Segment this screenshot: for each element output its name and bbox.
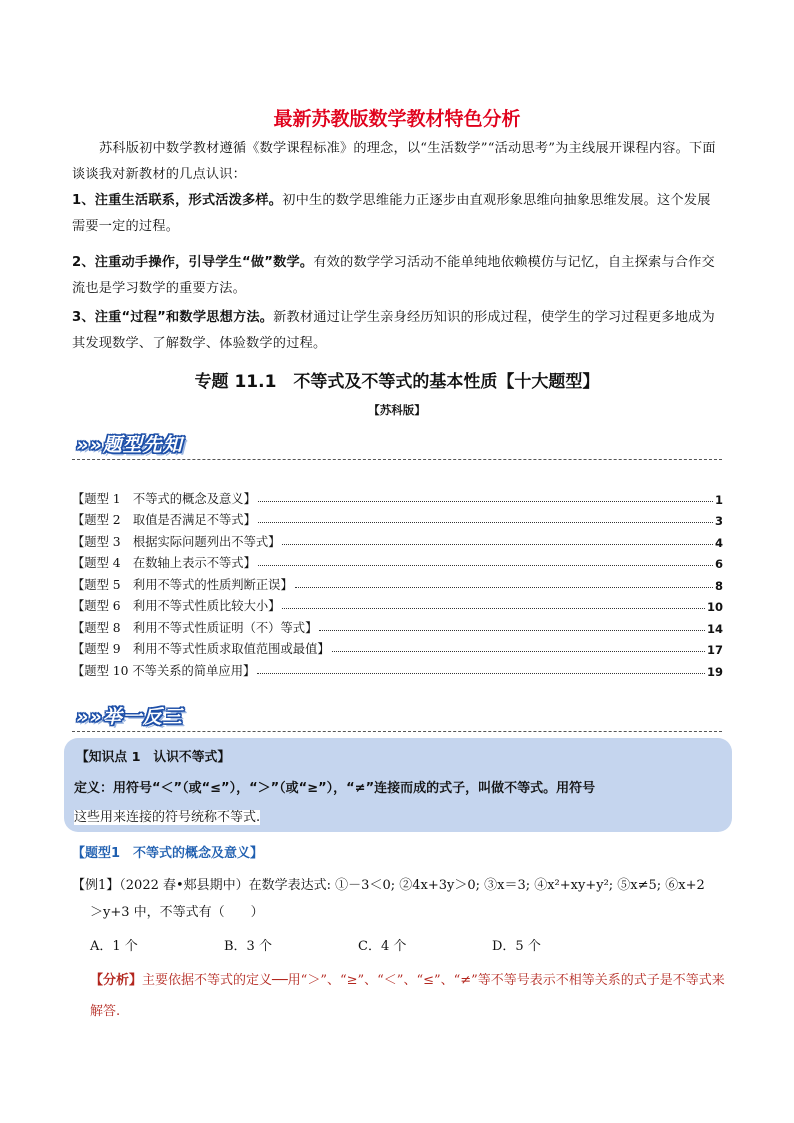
point-2 <box>72 250 722 302</box>
toc-leader <box>258 521 713 523</box>
knowledge-point-box <box>64 738 732 832</box>
option-d: D．5 个 <box>492 939 541 954</box>
toc-page-number: 4 <box>714 535 723 550</box>
point-3 <box>72 305 722 357</box>
example-line-1: 【例1】（2022 春•郏县期中）在数学表达式: ①－3＜0; ②4x+3y＞0; ③x＝3; ④x²+xy+y²; ⑤x≠5; ⑥x+2 <box>72 878 705 893</box>
question-type-heading: 【题型1 不等式的概念及意义】 <box>72 846 264 861</box>
toc-page-number: 19 <box>706 664 723 679</box>
toc-leader <box>295 586 713 588</box>
toc-label: 【题型 6 利用不等式性质比较大小】 <box>72 599 281 613</box>
option-c: C．4 个 <box>358 939 407 954</box>
toc-leader <box>282 543 713 545</box>
toc-page-number: 1 <box>714 492 723 507</box>
toc-row[interactable] <box>72 507 723 529</box>
answer-options <box>90 935 626 954</box>
toc-leader <box>258 564 713 566</box>
section-banner-practice-text: »»举一反三 <box>76 706 183 728</box>
toc-page-number: 6 <box>714 557 723 571</box>
toc-label: 【题型 4 在数轴上表示不等式】 <box>72 556 256 570</box>
intro-paragraph: 苏科版初中数学教材遵循《数学课程标准》的理念，以“生活数学”“活动思考”为主线展开课程内容。下面谈谈我对新教材的几点认识： <box>72 141 716 182</box>
option-b: B．3 个 <box>224 939 272 954</box>
toc-leader <box>282 607 705 609</box>
point-1-lead: 1、注重生活联系，形式活泼多样。 <box>72 193 283 208</box>
toc-label: 【题型 8 利用不等式性质证明（不）等式】 <box>72 620 318 635</box>
toc-label: 【题型 3 根据实际问题列出不等式】 <box>72 534 281 549</box>
toc-page-number: 17 <box>706 643 723 657</box>
toc-page-number: 14 <box>706 621 723 636</box>
example-line-2: ＞y+3 中，不等式有（ ） <box>90 905 264 920</box>
point-1-text: 初中生的数学思维能力正逐步由直观形象思维向抽象思维发展。这个发展需要一定的过程。 <box>72 193 711 234</box>
point-3-text: 新教材通过让学生亲身经历知识的形成过程，使学生的学习过程更多地成为其发现数学、了解数学、体验数学的过程。 <box>72 310 715 351</box>
option-a: A．1 个 <box>90 939 138 954</box>
toc-row[interactable] <box>72 571 723 593</box>
section-banner-practice <box>72 702 722 732</box>
document-title: 最新苏教版数学教材特色分析 <box>273 108 521 130</box>
toc-page-number: 3 <box>714 514 723 528</box>
toc-leader <box>257 672 705 674</box>
toc-label: 【题型 9 利用不等式性质求取值范围或最值】 <box>72 642 330 656</box>
point-2-text: 有效的数学学习活动不能单纯地依赖模仿与记忆，自主探索与合作交流也是学习数学的重要方法。 <box>72 255 715 296</box>
analysis-text: 主要依据不等式的定义──用“＞”、“≥”、“＜”、“≤”、“≠”等不等号表示不相等关系的式子是不等式来解答. <box>90 973 725 1019</box>
toc-row[interactable] <box>72 636 723 658</box>
knowledge-point-definition <box>74 774 726 832</box>
section-banner-preview <box>72 430 722 460</box>
point-1 <box>72 188 722 240</box>
point-3-lead: 3、注重“过程”和数学思想方法。 <box>72 310 274 325</box>
toc-page-number: 10 <box>706 600 723 614</box>
analysis-paragraph <box>90 965 730 1027</box>
topic-title: 专题 11.1 不等式及不等式的基本性质【十大题型】 <box>194 372 600 392</box>
toc-label: 【题型 5 利用不等式的性质判断正误】 <box>72 577 293 592</box>
section-divider <box>72 731 722 732</box>
toc-row[interactable] <box>72 593 723 615</box>
toc-row[interactable] <box>72 485 723 507</box>
toc-leader <box>332 650 705 652</box>
toc-row[interactable] <box>72 614 723 636</box>
edition-label: 【苏科版】 <box>368 403 426 417</box>
section-divider <box>72 459 722 460</box>
toc-row[interactable] <box>72 528 723 550</box>
table-of-contents <box>72 485 723 679</box>
toc-page-number: 8 <box>714 578 723 593</box>
toc-label: 【题型 10 不等关系的简单应用】 <box>72 663 256 678</box>
knowledge-point-title: 【知识点 1 认识不等式】 <box>76 750 231 765</box>
toc-row[interactable] <box>72 550 723 572</box>
point-2-lead: 2、注重动手操作，引导学生“做”数学。 <box>72 255 314 270</box>
toc-leader <box>319 629 705 631</box>
definition-tail: 这些用来连接的符号统称不等式. <box>74 810 261 825</box>
toc-label: 【题型 2 取值是否满足不等式】 <box>72 513 256 527</box>
toc-label: 【题型 1 不等式的概念及意义】 <box>72 491 256 506</box>
analysis-tag: 【分析】 <box>90 973 143 988</box>
section-banner-preview-text: »»题型先知 <box>76 434 183 456</box>
example-question <box>72 872 730 926</box>
toc-row[interactable] <box>72 657 723 679</box>
toc-leader <box>258 500 713 502</box>
definition-text: 定义：用符号“＜”（或“≤”），“＞”（或“≥”），“≠”连接而成的式子，叫做不等式。用符号 <box>74 781 596 796</box>
